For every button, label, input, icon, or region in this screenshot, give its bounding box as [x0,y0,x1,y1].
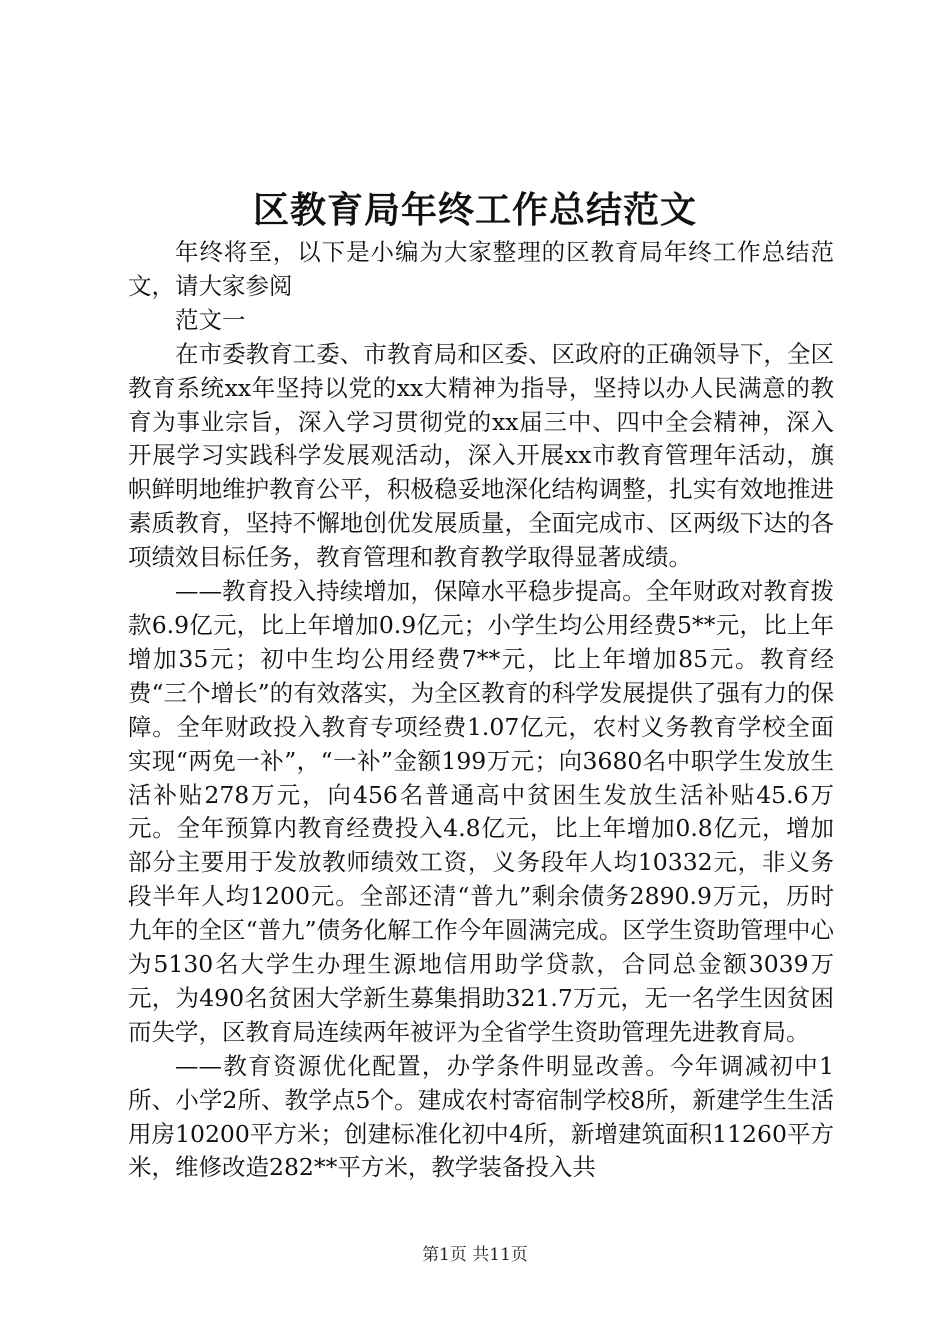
body-paragraph: ——教育投入持续增加，保障水平稳步提高。全年财政对教育拨款6.9亿元，比上年增加0.9亿元；小学生均公用经费5**元，比上年增加35元；初中生均公用经费7**元，比上年增加85元。教育经费“三个增长”的有效落实，为全区教育的科学发展提供了强有力的保障。全年财政投入教育专项经费1.07亿元，农村义务教育学校全面实现“两免一补”，“一补”金额199万元；向3680名中职学生发放生活补贴278万元，向456名普通高中贫困生发放生活补贴45.6万元。全年预算内教育经费投入4.8亿元，比上年增加0.8亿元，增加部分主要用于发放教师绩效工资，义务段年人均10332元，非义务段半年人均1200元。全部还清“普九”剩余债务2890.9万元，历时九年的全区“普九”债务化解工作今年圆满完成。区学生资助管理中心为5130名大学生办理生源地信用助学贷款，合同总金额3039万元，为490名贫困大学新生募集捐助321.7万元，无一名学生因贫困而失学，区教育局连续两年被评为全省学生资助管理先进教育局。 [128,577,834,1046]
body-paragraph: 在市委教育工委、市教育局和区委、区政府的正确领导下，全区教育系统xx年坚持以党的xx大精神为指导，坚持以办人民满意的教育为事业宗旨，深入学习贯彻党的xx届三中、四中全会精神，深入开展学习实践科学发展观活动，深入开展xx市教育管理年活动，旗帜鲜明地维护教育公平，积极稳妥地深化结构调整，扎实有效地推进素质教育，坚持不懈地创优发展质量，全面完成市、区两级下达的各项绩效目标任务，教育管理和教育教学取得显著成绩。 [128,339,834,572]
intro-paragraph: 年终将至，以下是小编为大家整理的区教育局年终工作总结范文，请大家参阅 [128,238,834,300]
section-heading: 范文一 [175,305,246,334]
document-body [128,236,834,1185]
body-paragraph: ——教育资源优化配置，办学条件明显改善。今年调减初中1所、小学2所、教学点5个。建成农村寄宿制学校8所，新建学生生活用房10200平方米；创建标准化初中4所，新增建筑面积11260平方米，维修改造282**平方米，教学装备投入共 [128,1051,834,1182]
document-title: 区教育局年终工作总结范文 [252,189,697,231]
page-number-footer: 第1页 共11页 [422,1245,528,1265]
